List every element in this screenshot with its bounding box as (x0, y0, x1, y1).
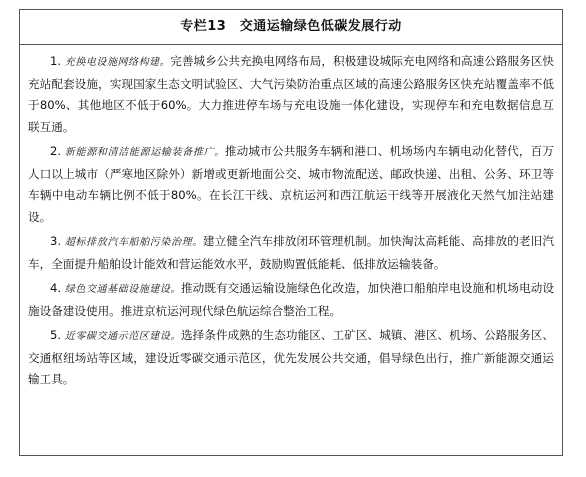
item-heading: 近零碳交通示范区建设。 (64, 331, 182, 342)
item-number: 5. (50, 328, 62, 342)
item-body: 完善城乡公共充换电网络布局，积极建设城际充电网络和高速公路服务区快充站配套设施，实现国家生态文明试验区、大气污染防治重点区域的高速公路服务区快充站覆盖率不低于80%、其他地区不低于60%。大力推进停车场与充电设施一体化建设，实现停车和充电数据信息互联互通。 (28, 54, 555, 134)
list-item (28, 278, 554, 322)
item-body: 推动城市公共服务车辆和港口、机场场内车辆电动化替代，百万人口以上城市（严寒地区除外）新增或更新地面公交、城市物流配送、邮政快递、出租、公务、环卫等车辆中电动车辆比例不低于80%。在长江干线、京杭运河和西江航运干线等开展液化天然气加注站建设。 (28, 144, 554, 224)
item-number: 4. (50, 281, 62, 295)
item-number: 2. (50, 144, 62, 158)
item-heading: 超标排放汽车船舶污染治理。 (64, 237, 203, 248)
item-heading: 充换电设施网络构建。 (64, 57, 171, 68)
item-number: 3. (50, 234, 62, 248)
list-item (28, 325, 554, 391)
list-item (28, 141, 554, 228)
list-item (28, 231, 554, 275)
item-body: 推动既有交通运输设施绿色化改造，加快港口船舶岸电设施和机场电动设施设备建设使用。推进京杭运河现代绿色航运综合整治工程。 (28, 281, 554, 318)
item-body: 建立健全汽车排放闭环管理机制。加快淘汰高耗能、高排放的老旧汽车，全面提升船舶设计能效和营运能效水平，鼓励购置低能耗、低排放运输装备。 (28, 234, 555, 271)
item-body: 选择条件成熟的生态功能区、工矿区、城镇、港区、机场、公路服务区、交通枢纽场站等区域，建设近零碳交通示范区，优先发展公共交通，倡导绿色出行，推广新能源交通运输工具。 (28, 328, 554, 386)
item-heading: 绿色交通基础设施建设。 (64, 284, 182, 295)
item-number: 1. (50, 54, 62, 68)
item-heading: 新能源和清洁能源运输装备推广。 (64, 147, 225, 158)
box-title: 专栏13 交通运输绿色低碳发展行动 (20, 10, 562, 45)
column-box (19, 9, 563, 456)
box-content (20, 45, 562, 391)
list-item (28, 51, 554, 138)
